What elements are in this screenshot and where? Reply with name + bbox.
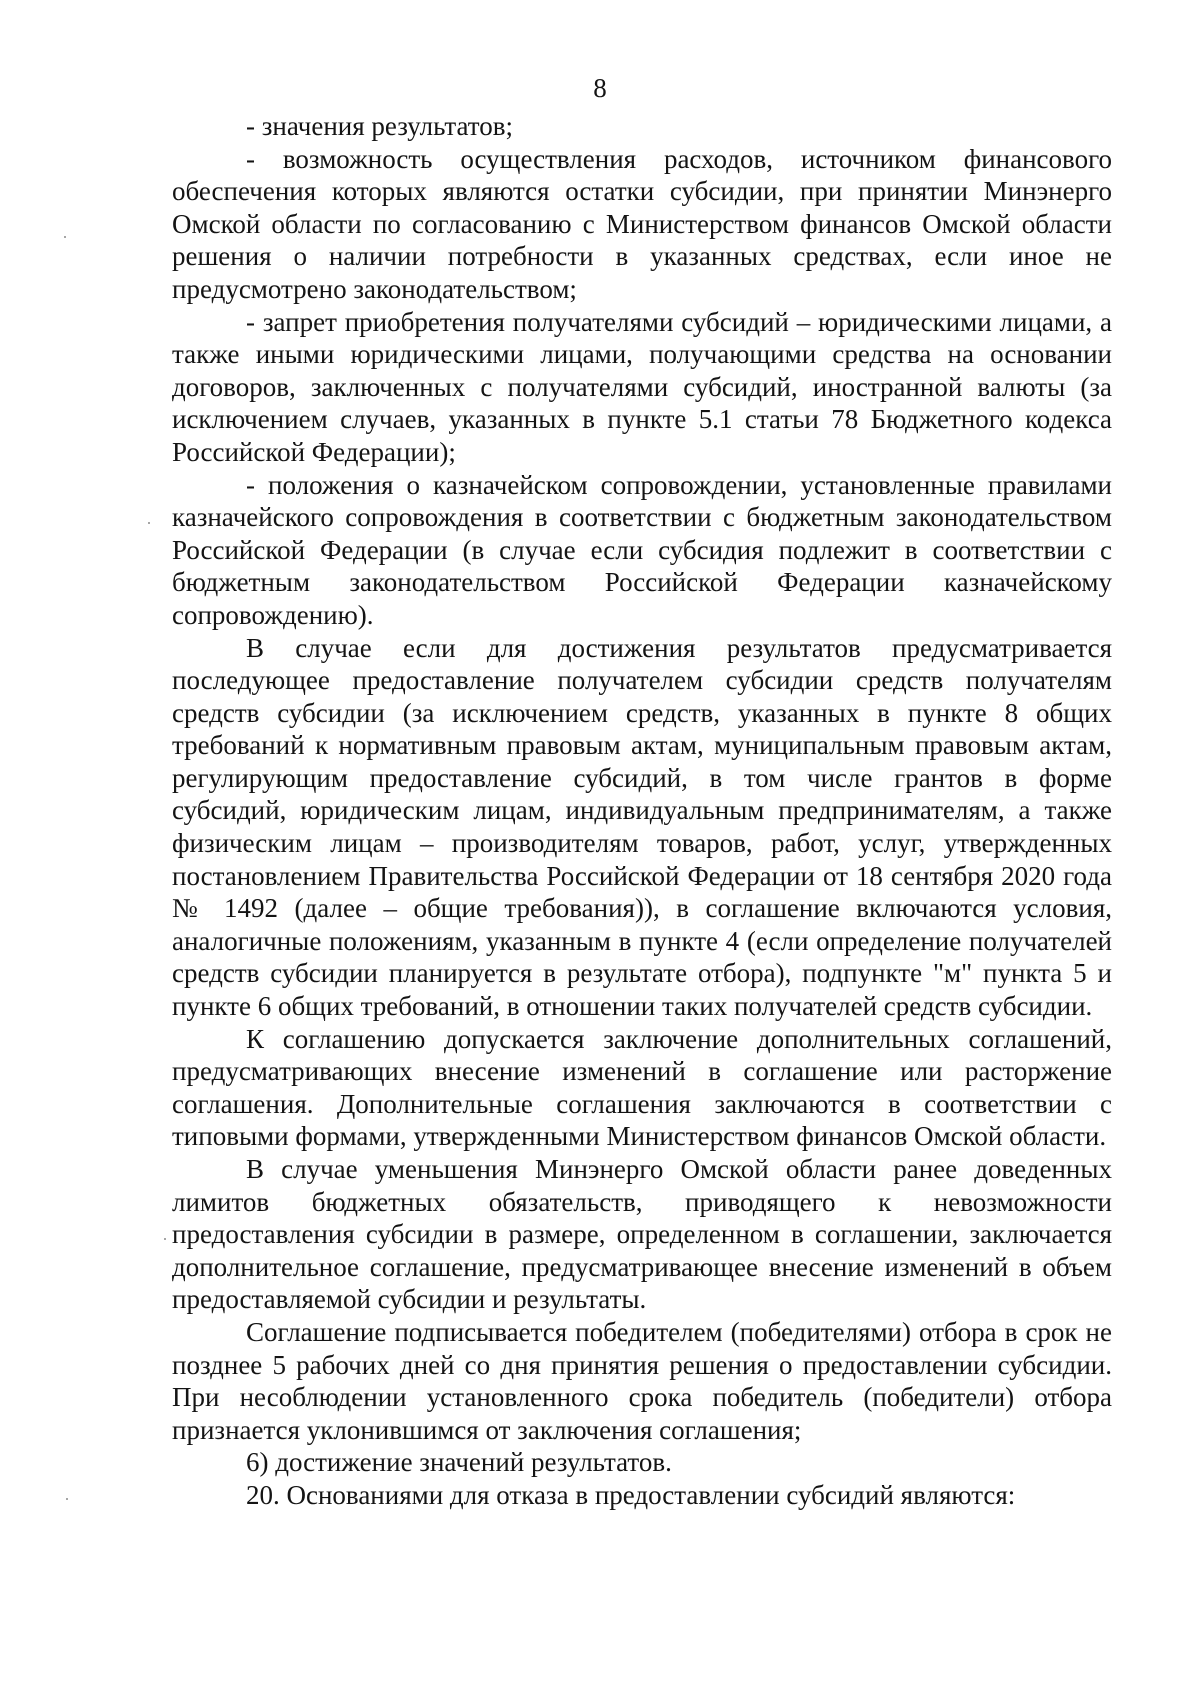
scan-speck xyxy=(164,1238,166,1240)
paragraph-subsequent-provision: В случае если для достижения результатов предусматривается последующее предоставление получателем субсидии средств получателям средств субсидии (за исключением средств, указанных в пункте 8 общих требований к нормативным правовым актам, муниципальным правовым актам, регулирующим предоставление субсидий, в том числе грантов в форме субсидий, юридическим лицам, индивидуальным предпринимателям, а также физическим лицам – производителям товаров, работ, услуг, утвержденных постановлением Правительства Российской Федерации от 18 сентября 2020 года № 1492 (далее – общие требования)), в соглашение включаются условия, аналогичные положениям, указанным в пункте 4 (если определение получателей средств субсидии планируется в результате отбора), подпункте "м" пункта 5 и пункте 6 общих требований, в отношении таких получателей средств субсидии. xyxy=(172,632,1112,1022)
paragraph-signing-deadline: Соглашение подписывается победителем (победителями) отбора в срок не позднее 5 рабочих дней со дня принятия решения о предоставлении субсидии. При несоблюдении установленного срока победитель (победители) отбора признается уклонившимся от заключения соглашения; xyxy=(172,1316,1112,1445)
paragraph-expense-possibility: - возможность осуществления расходов, источником финансового обеспечения которых являются остатки субсидии, при принятии Минэнерго Омской области по согласованию с Министерством финансов Омской области решения о наличии потребности в указанных средствах, если иное не предусмотрено законодательством; xyxy=(172,143,1112,304)
scan-speck xyxy=(66,1498,68,1500)
scan-speck xyxy=(64,236,66,238)
paragraph-refusal-grounds: 20. Основаниями для отказа в предоставлении субсидий являются: xyxy=(246,1479,1016,1510)
page-number: 8 xyxy=(593,73,607,103)
paragraph-limit-reduction: В случае уменьшения Минэнерго Омской области ранее доведенных лимитов бюджетных обязательств, приводящего к невозможности предоставления субсидии в размере, определенном в соглашении, заключается дополнительное соглашение, предусматривающее внесение изменений в объем предоставляемой субсидии и результаты. xyxy=(172,1154,1112,1315)
scan-speck xyxy=(148,522,150,524)
document-body xyxy=(172,110,1112,1512)
paragraph-additional-agreements: К соглашению допускается заключение дополнительных соглашений, предусматривающих внесение изменений в соглашение или расторжение соглашения. Дополнительные соглашения заключаются в соответствии с типовыми формами, утвержденными Министерством финансов Омской области. xyxy=(172,1023,1112,1152)
paragraph-results-achievement: 6) достижение значений результатов. xyxy=(246,1447,672,1478)
paragraph-treasury-support: - положения о казначейском сопровождении, установленные правилами казначейского сопровождения в соответствии с бюджетным законодательством Российской Федерации (в случае если субсидия подлежит в соответствии с бюджетным законодательством Российской Федерации казначейскому сопровождению). xyxy=(172,469,1112,630)
paragraph-currency-ban: - запрет приобретения получателями субсидий – юридическими лицами, а также иными юридическими лицами, получающими средства на основании договоров, заключенных с получателями субсидий, иностранной валюты (за исключением случаев, указанных в пункте 5.1 статьи 78 Бюджетного кодекса Российской Федерации); xyxy=(172,306,1112,467)
paragraph-results-values: - значения результатов; xyxy=(246,111,513,141)
